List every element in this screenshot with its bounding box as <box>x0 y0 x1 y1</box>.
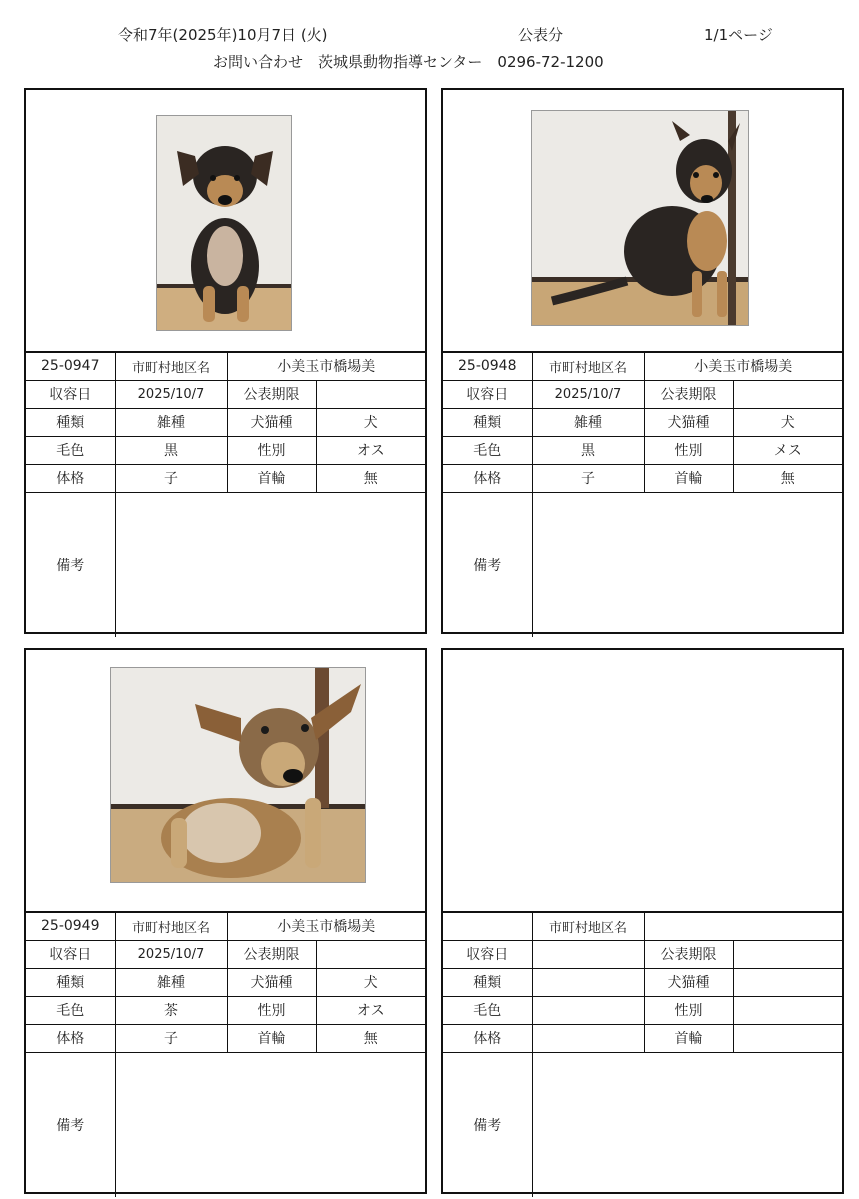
intake-date-value: 2025/10/7 <box>115 940 227 968</box>
animal-card-1 <box>24 88 427 634</box>
area-value: 小美玉市橋場美 <box>227 352 425 380</box>
animal-id: 25-0947 <box>26 352 115 380</box>
species-value <box>733 968 842 996</box>
area-value: 小美玉市橋場美 <box>227 912 425 940</box>
report-date: 令和7年(2025年)10月7日 (火) <box>118 26 328 44</box>
type-value: 雑種 <box>115 408 227 436</box>
sex-label: 性別 <box>644 436 733 464</box>
publish-period-value <box>316 940 425 968</box>
sex-value <box>733 996 842 1024</box>
size-label: 体格 <box>26 464 115 492</box>
color-label: 毛色 <box>443 996 532 1024</box>
notes-label: 備考 <box>443 1052 532 1197</box>
notes-value <box>115 492 425 637</box>
animal-card-2 <box>441 88 844 634</box>
sex-value: オス <box>316 436 425 464</box>
area-value <box>644 912 842 940</box>
species-label: 犬猫種 <box>227 968 316 996</box>
photo-area <box>26 90 425 352</box>
color-value: 黒 <box>115 436 227 464</box>
area-label: 市町村地区名 <box>115 912 227 940</box>
contact-info: お問い合わせ 茨城県動物指導センター 0296-72-1200 <box>213 53 604 71</box>
notes-value <box>532 492 842 637</box>
publish-period-label: 公表期限 <box>644 380 733 408</box>
publish-period-value <box>316 380 425 408</box>
species-value: 犬 <box>733 408 842 436</box>
intake-date-value: 2025/10/7 <box>532 380 644 408</box>
species-value: 犬 <box>316 968 425 996</box>
dog-photo-icon <box>111 668 366 883</box>
sex-label: 性別 <box>644 996 733 1024</box>
color-label: 毛色 <box>443 436 532 464</box>
color-value <box>532 996 644 1024</box>
intake-date-value <box>532 940 644 968</box>
collar-value: 無 <box>316 464 425 492</box>
publish-period-value <box>733 940 842 968</box>
page-number: 1/1ページ <box>704 26 773 44</box>
collar-value: 無 <box>733 464 842 492</box>
sex-value: メス <box>733 436 842 464</box>
dog-photo[interactable] <box>110 667 366 883</box>
dog-photo[interactable] <box>156 115 292 331</box>
dog-photo[interactable] <box>531 110 749 326</box>
size-label: 体格 <box>443 1024 532 1052</box>
publish-period-label: 公表期限 <box>227 380 316 408</box>
type-label: 種類 <box>443 968 532 996</box>
size-label: 体格 <box>443 464 532 492</box>
type-label: 種類 <box>26 968 115 996</box>
collar-value: 無 <box>316 1024 425 1052</box>
area-label: 市町村地区名 <box>532 352 644 380</box>
sex-label: 性別 <box>227 996 316 1024</box>
color-value: 茶 <box>115 996 227 1024</box>
intake-date-label: 収容日 <box>443 380 532 408</box>
species-label: 犬猫種 <box>644 408 733 436</box>
animal-card-4 <box>441 648 844 1194</box>
type-value: 雑種 <box>115 968 227 996</box>
publish-period-label: 公表期限 <box>227 940 316 968</box>
intake-date-label: 収容日 <box>26 380 115 408</box>
intake-date-label: 収容日 <box>26 940 115 968</box>
info-table <box>26 351 425 637</box>
sex-label: 性別 <box>227 436 316 464</box>
collar-label: 首輪 <box>227 1024 316 1052</box>
intake-date-value: 2025/10/7 <box>115 380 227 408</box>
intake-date-label: 収容日 <box>443 940 532 968</box>
collar-label: 首輪 <box>644 1024 733 1052</box>
size-value: 子 <box>532 464 644 492</box>
sex-value: オス <box>316 996 425 1024</box>
area-value: 小美玉市橋場美 <box>644 352 842 380</box>
notes-label: 備考 <box>443 492 532 637</box>
species-label: 犬猫種 <box>227 408 316 436</box>
notes-value <box>532 1052 842 1197</box>
dog-photo-icon <box>157 116 292 331</box>
info-table <box>443 351 842 637</box>
notes-value <box>115 1052 425 1197</box>
publication-label: 公表分 <box>518 26 564 44</box>
species-label: 犬猫種 <box>644 968 733 996</box>
color-value: 黒 <box>532 436 644 464</box>
area-label: 市町村地区名 <box>115 352 227 380</box>
size-label: 体格 <box>26 1024 115 1052</box>
collar-label: 首輪 <box>644 464 733 492</box>
size-value <box>532 1024 644 1052</box>
publish-period-label: 公表期限 <box>644 940 733 968</box>
area-label: 市町村地区名 <box>532 912 644 940</box>
species-value: 犬 <box>316 408 425 436</box>
collar-value <box>733 1024 842 1052</box>
color-label: 毛色 <box>26 996 115 1024</box>
animal-id: 25-0948 <box>443 352 532 380</box>
photo-area <box>443 90 842 352</box>
color-label: 毛色 <box>26 436 115 464</box>
notes-label: 備考 <box>26 1052 115 1197</box>
publish-period-value <box>733 380 842 408</box>
animal-card-3 <box>24 648 427 1194</box>
dog-photo-icon <box>532 111 749 326</box>
animal-id: 25-0949 <box>26 912 115 940</box>
animal-id <box>443 912 532 940</box>
type-value <box>532 968 644 996</box>
notes-label: 備考 <box>26 492 115 637</box>
info-table <box>443 911 842 1197</box>
type-value: 雑種 <box>532 408 644 436</box>
size-value: 子 <box>115 464 227 492</box>
photo-area <box>443 650 842 912</box>
type-label: 種類 <box>26 408 115 436</box>
info-table <box>26 911 425 1197</box>
size-value: 子 <box>115 1024 227 1052</box>
type-label: 種類 <box>443 408 532 436</box>
collar-label: 首輪 <box>227 464 316 492</box>
photo-area <box>26 650 425 912</box>
